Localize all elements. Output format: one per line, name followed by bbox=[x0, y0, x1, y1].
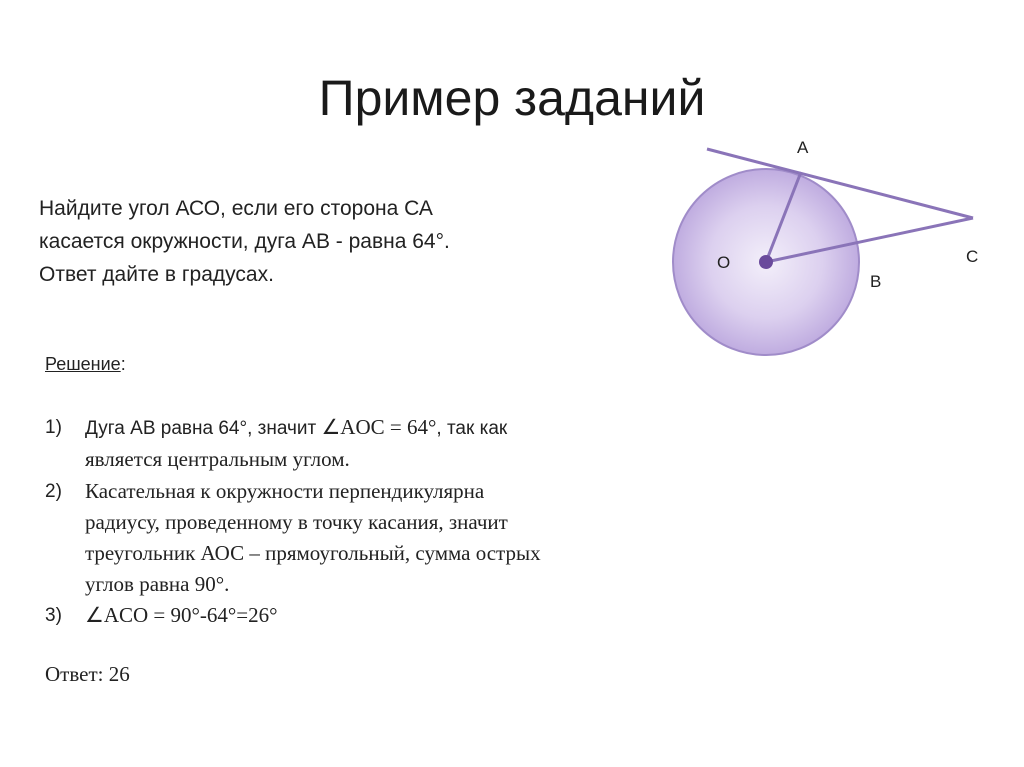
step-2-line-1: Касательная к окружности перпендикулярна bbox=[85, 479, 485, 503]
step-number-3: 3) bbox=[45, 605, 62, 626]
step-1-text: Дуга АВ равна 64°, значит bbox=[85, 418, 322, 439]
solution-step-1 bbox=[45, 412, 685, 475]
solution-heading bbox=[45, 352, 126, 376]
step-2-line-3: треугольник АОС – прямоугольный, сумма острых bbox=[85, 541, 541, 565]
step-1-line-2: является центральным углом. bbox=[85, 447, 350, 471]
label-a: А bbox=[797, 138, 809, 157]
solution-colon: : bbox=[120, 354, 126, 374]
page-title: Пример заданий bbox=[318, 70, 706, 126]
step-2-line-2: радиусу, проведенному в точку касания, значит bbox=[85, 510, 508, 534]
solution-step-3 bbox=[45, 600, 685, 631]
step-2-line-4: углов равна 90°. bbox=[85, 572, 230, 596]
step-number-1: 1) bbox=[45, 417, 62, 438]
answer-text: Ответ: 26 bbox=[45, 662, 130, 686]
solution-step-2 bbox=[45, 476, 685, 600]
problem-line-3: Ответ дайте в градусах. bbox=[39, 263, 274, 286]
solution-label: Решение bbox=[45, 354, 121, 374]
label-c: С bbox=[966, 247, 979, 266]
label-b: В bbox=[870, 272, 882, 291]
center-point-o bbox=[759, 255, 773, 269]
step-number-2: 2) bbox=[45, 481, 62, 502]
step-3-line-1: ∠ACO = 90°-64°=26° bbox=[85, 603, 278, 627]
problem-line-2: касается окружности, дуга АВ - равна 64°. bbox=[39, 230, 450, 253]
label-o: О bbox=[717, 253, 731, 272]
problem-line-1: Найдите угол АСО, если его сторона СА bbox=[39, 197, 433, 220]
step-1-math: ∠AOC = 64° bbox=[321, 415, 437, 439]
step-1-tail: , так как bbox=[436, 418, 508, 439]
